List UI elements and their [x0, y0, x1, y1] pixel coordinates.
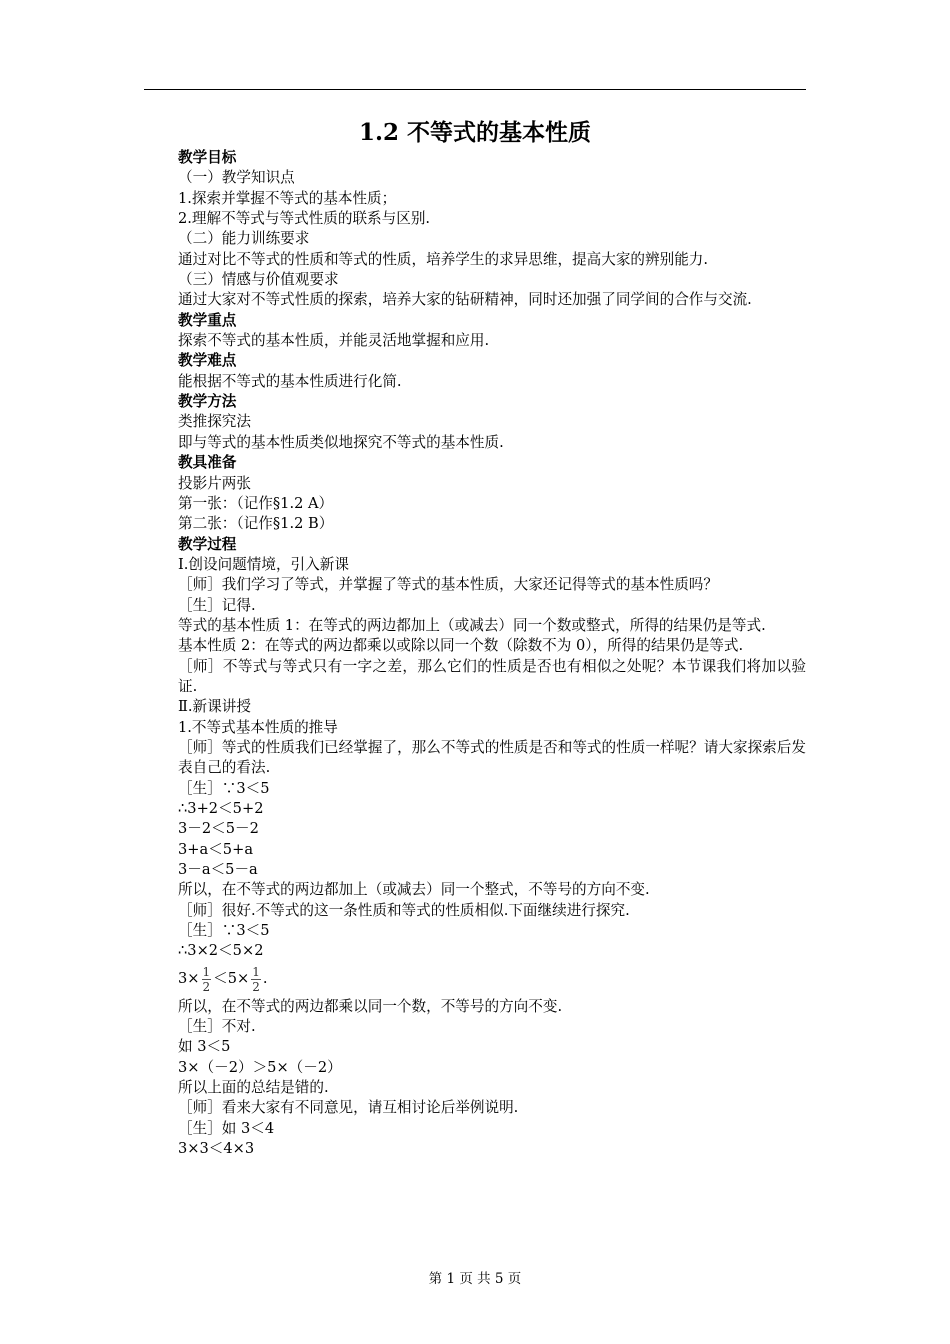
- section-heading: 教学方法: [178, 393, 237, 411]
- text-line: ∴3×2＜5×2: [178, 942, 264, 960]
- text-line: 3+a＜5+a: [178, 840, 254, 858]
- document-body: [144, 148, 806, 1160]
- text-line: 3－a＜5－a: [178, 861, 258, 879]
- text-line: ［师］看来大家有不同意见，请互相讨论后举例说明.: [178, 1099, 519, 1117]
- text-line: ［生］如 3＜4: [178, 1119, 275, 1137]
- equation-text: 3×: [178, 970, 200, 988]
- equation-text: ＜5×: [213, 970, 250, 988]
- fraction-numerator: 1: [202, 964, 211, 979]
- text-line: ［生］∵3＜5: [178, 922, 270, 940]
- text-line: （三）情感与价值观要求: [178, 271, 339, 289]
- equation-text: .: [262, 970, 268, 988]
- text-line: 3×（－2）＞5×（－2）: [178, 1058, 342, 1076]
- fraction-denominator: 2: [202, 979, 211, 994]
- fraction-numerator: 1: [252, 964, 260, 979]
- fraction-equation: [144, 962, 806, 997]
- paragraph: 通过大家对不等式性质的探索，培养大家的钻研精神，同时还加强了同学间的合作与交流.: [178, 291, 752, 309]
- body-section-1: [144, 148, 806, 962]
- text-line: 探索不等式的基本性质，并能灵活地掌握和应用.: [178, 332, 490, 350]
- text-line: 所以，在不等式的两边都乘以同一个数，不等号的方向不变.: [178, 997, 563, 1015]
- page-footer: 第 1 页 共 5 页: [428, 1271, 522, 1287]
- paragraph: 基本性质 2：在等式的两边都乘以或除以同一个数（除数不为 0），所得的结果仍是等式.: [178, 637, 744, 655]
- text-line: Ⅰ.创设问题情境，引入新课: [178, 555, 349, 573]
- text-line: 所以，在不等式的两边都加上（或减去）同一个整式，不等号的方向不变.: [178, 881, 650, 899]
- text-line: ［生］记得.: [178, 596, 256, 614]
- fraction: [251, 965, 261, 994]
- text-line: 通过对比不等式的性质和等式的性质，培养学生的求异思维，提高大家的辨别能力.: [178, 250, 709, 268]
- text-line: ［生］不对.: [178, 1018, 256, 1036]
- text-line: 3×3＜4×3: [178, 1140, 255, 1158]
- document-title: 1.2 不等式的基本性质: [358, 119, 592, 146]
- section-heading: 教学难点: [178, 352, 237, 370]
- text-line: （二）能力训练要求: [178, 230, 310, 248]
- body-section-2: [144, 997, 806, 1160]
- text-line: 即与等式的基本性质类似地探究不等式的基本性质.: [178, 433, 504, 451]
- text-line: 1.探索并掌握不等式的基本性质；: [178, 189, 397, 207]
- text-line: 第一张：（记作§1.2 A）: [178, 494, 334, 512]
- section-heading: 教学过程: [178, 535, 237, 553]
- text-line: 2.理解不等式与等式性质的联系与区别.: [178, 210, 431, 228]
- text-line: 投影片两张: [178, 474, 251, 492]
- paragraph: ［师］等式的性质我们已经掌握了，那么不等式的性质是否和等式的性质一样呢？请大家探索后发表自己的看法.: [178, 738, 806, 777]
- section-heading: 教学目标: [178, 149, 237, 166]
- text-line: 1.不等式基本性质的推导: [178, 718, 338, 736]
- text-line: 所以上面的总结是错的.: [178, 1079, 329, 1097]
- paragraph: ［师］不等式与等式只有一字之差，那么它们的性质是否也有相似之处呢？本节课我们将加以验证.: [178, 657, 806, 695]
- text-line: ［生］∵3＜5: [178, 779, 270, 797]
- text-line: （一）教学知识点: [178, 169, 295, 187]
- header-rule: [144, 89, 806, 90]
- text-line: ［师］很好.不等式的这一条性质和等式的性质相似.下面继续进行探究.: [178, 901, 630, 919]
- fraction: [202, 965, 212, 994]
- section-heading: 教学重点: [178, 311, 237, 329]
- section-heading: 教具准备: [178, 454, 237, 472]
- text-line: 3－2＜5－2: [178, 820, 259, 838]
- text-line: ∴3+2＜5+2: [178, 800, 264, 817]
- fraction-denominator: 2: [252, 979, 260, 994]
- text-line: 类推探究法: [178, 413, 251, 431]
- text-line: Ⅱ.新课讲授: [178, 698, 251, 716]
- text-line: ［师］我们学习了等式，并掌握了等式的基本性质，大家还记得等式的基本性质吗？: [178, 576, 718, 594]
- text-line: 如 3＜5: [178, 1038, 231, 1056]
- text-line: 第二张：（记作§1.2 B）: [178, 515, 334, 533]
- paragraph: 等式的基本性质 1：在等式的两边都加上（或减去）同一个数或整式，所得的结果仍是等式.: [178, 616, 766, 634]
- text-line: 能根据不等式的基本性质进行化简.: [178, 372, 402, 390]
